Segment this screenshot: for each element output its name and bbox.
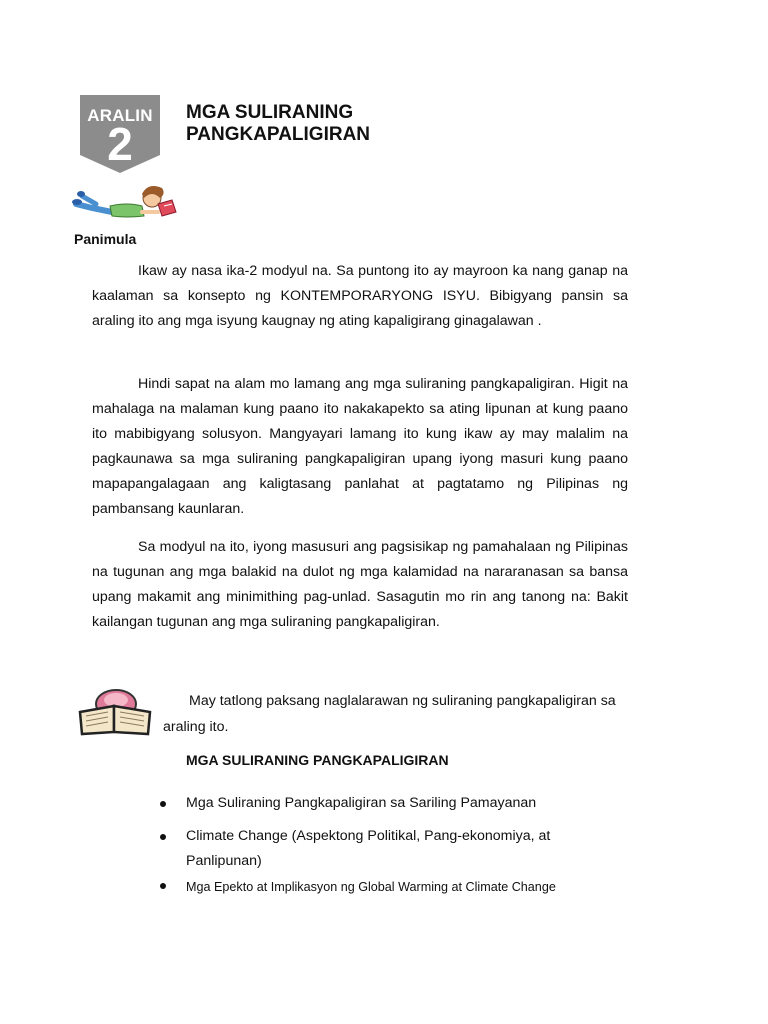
lesson-badge [78,93,162,175]
list-item: Climate Change (Aspektong Politikal, Pang-ekonomiya, at Panlipunan) [186,828,551,869]
paragraph-1: Ikaw ay nasa ika-2 modyul na. Sa puntong ito ay mayroon ka nang ganap na kaalaman sa konsepto ng KONTEMPORARYONG ISYU. Bibigyang pansin sa araling ito ang mga isyung kaugnay ng ating kapaligirang ginagalawan . [92,263,628,329]
bullet-icon [160,883,166,889]
title-line-2: PANGKAPALIGIRAN [186,124,371,145]
page-title [186,102,370,146]
list-item: Mga Suliraning Pangkapaligiran sa Sariling Pamayanan [186,795,537,811]
paragraph-2: Hindi sapat na alam mo lamang ang mga suliraning pangkapaligiran. Higit na mahalaga na malaman kung paano ito nakakapekto sa ating lipunan at kung paano ito mabibigyang solusyon. Mangyayari lamang ito kung ikaw ay may malalim na pagkaunawa sa mga suliraning pangkapaligiran upang iyong masuri kung paano mapapangalagaan ang kaligtasang panlahat at pagtatamo ng Pilipinas ng pambansang kaunlaran. [92,376,628,517]
bullet-icon [160,834,166,840]
reading-girl-icon [72,182,180,226]
badge-number: 2 [107,118,133,170]
topics-intro: May tatlong paksang naglalarawan ng suliraning pangkapaligiran sa araling ito. [163,693,616,735]
list-item: Mga Epekto at Implikasyon ng Global Warming at Climate Change [186,880,556,894]
section-heading: Panimula [74,231,137,247]
open-book-icon [78,684,152,736]
topics-list-title: MGA SULIRANING PANGKAPALIGIRAN [186,752,449,768]
badge-label: ARALIN [87,106,153,125]
bullet-icon [160,801,166,807]
title-line-1: MGA SULIRANING [186,102,354,123]
paragraph-3: Sa modyul na ito, iyong masusuri ang pagsisikap ng pamahalaan ng Pilipinas na tugunan ang mga balakid na dulot ng mga kalamidad na nararanasan sa bansa upang makamit ang minimithing pag-unlad. Sasagutin mo rin ang tanong na: Bakit kailangan tugunan ang mga suliraning pangkapaligiran. [92,539,628,630]
